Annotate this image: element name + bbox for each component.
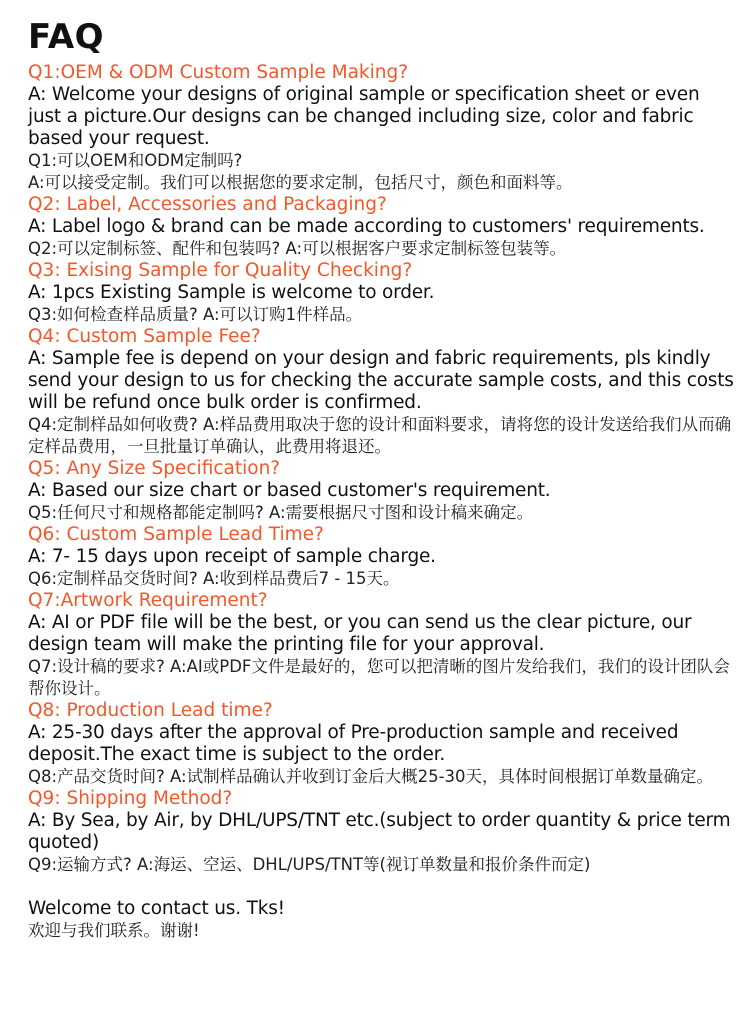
faq-answer-en: A: AI or PDF file will be the best, or you can send us the clear picture, our design team will make the printing file for your approval.	[28, 612, 692, 655]
faq-question: Q6: Custom Sample Lead Time?	[28, 524, 324, 545]
faq-item	[28, 524, 734, 590]
faq-answer-en: A: Welcome your designs of original sample or specification sheet or even just a picture.Our designs can be changed including size, color and fabric based your request.	[28, 84, 700, 149]
faq-question: Q3: Exising Sample for Quality Checking?	[28, 260, 413, 281]
faq-question: Q2: Label, Accessories and Packaging?	[28, 194, 387, 215]
faq-item	[28, 260, 734, 326]
faq-list	[28, 62, 734, 876]
closing-text-cn: 欢迎与我们联系。谢谢!	[28, 921, 200, 940]
faq-answer-cn: Q1:可以OEM和ODM定制吗?	[28, 151, 243, 170]
faq-item	[28, 326, 734, 458]
faq-question: Q4: Custom Sample Fee?	[28, 326, 261, 347]
faq-answer-cn: Q3:如何检查样品质量? A:可以订购1件样品。	[28, 305, 363, 324]
faq-answer-en: A: By Sea, by Air, by DHL/UPS/TNT etc.(subject to order quantity & price term quoted)	[28, 810, 731, 853]
faq-answer-en: A: Based our size chart or based customer's requirement.	[28, 480, 551, 501]
faq-question: Q5: Any Size Specification?	[28, 458, 281, 479]
spacer	[28, 876, 734, 898]
faq-answer-cn: Q4:定制样品如何收费? A:样品费用取决于您的设计和面料要求，请将您的设计发送给我们从而确定样品费用，一旦批量订单确认，此费用将退还。	[28, 415, 732, 456]
faq-answer-cn: Q2:可以定制标签、配件和包装吗? A:可以根据客户要求定制标签包装等。	[28, 239, 567, 258]
faq-answer-en: A: Label logo & brand can be made according to customers' requirements.	[28, 216, 705, 237]
faq-answer-cn: Q7:设计稿的要求? A:AI或PDF文件是最好的，您可以把清晰的图片发给我们，我们的设计团队会帮你设计。	[28, 657, 730, 698]
faq-item	[28, 194, 734, 260]
faq-question: Q7:Artwork Requirement?	[28, 590, 268, 611]
faq-question: Q8: Production Lead time?	[28, 700, 273, 721]
faq-answer-cn: Q5:任何尺寸和规格都能定制吗? A:需要根据尺寸图和设计稿来确定。	[28, 503, 534, 522]
faq-page	[28, 14, 734, 942]
faq-item	[28, 590, 734, 700]
faq-answer-cn: A:可以接受定制。我们可以根据您的要求定制，包括尺寸，颜色和面料等。	[28, 173, 573, 192]
page-title: FAQ	[28, 17, 105, 57]
faq-answer-en: A: Sample fee is depend on your design and fabric requirements, pls kindly send your design to us for checking the accurate sample costs, and this costs will be refund once bulk order is confirmed.	[28, 348, 734, 413]
faq-item	[28, 700, 734, 788]
faq-question: Q1:OEM & ODM Custom Sample Making?	[28, 62, 409, 83]
faq-answer-cn: Q6:定制样品交货时间? A:收到样品费后7 - 15天。	[28, 569, 400, 588]
faq-answer-en: A: 7- 15 days upon receipt of sample charge.	[28, 546, 436, 567]
faq-item	[28, 458, 734, 524]
faq-answer-cn: Q8:产品交货时间? A:试制样品确认并收到订金后大概25-30天，具体时间根据订单数量确定。	[28, 767, 714, 786]
faq-answer-en: A: 25-30 days after the approval of Pre-production sample and received deposit.The exact time is subject to the order.	[28, 722, 679, 765]
faq-answer-en: A: 1pcs Existing Sample is welcome to order.	[28, 282, 435, 303]
faq-answer-cn: Q9:运输方式? A:海运、空运、DHL/UPS/TNT等(视订单数量和报价条件而定)	[28, 855, 591, 874]
faq-item	[28, 62, 734, 194]
faq-item	[28, 788, 734, 876]
faq-question: Q9: Shipping Method?	[28, 788, 233, 809]
closing-text-en: Welcome to contact us. Tks!	[28, 898, 285, 919]
